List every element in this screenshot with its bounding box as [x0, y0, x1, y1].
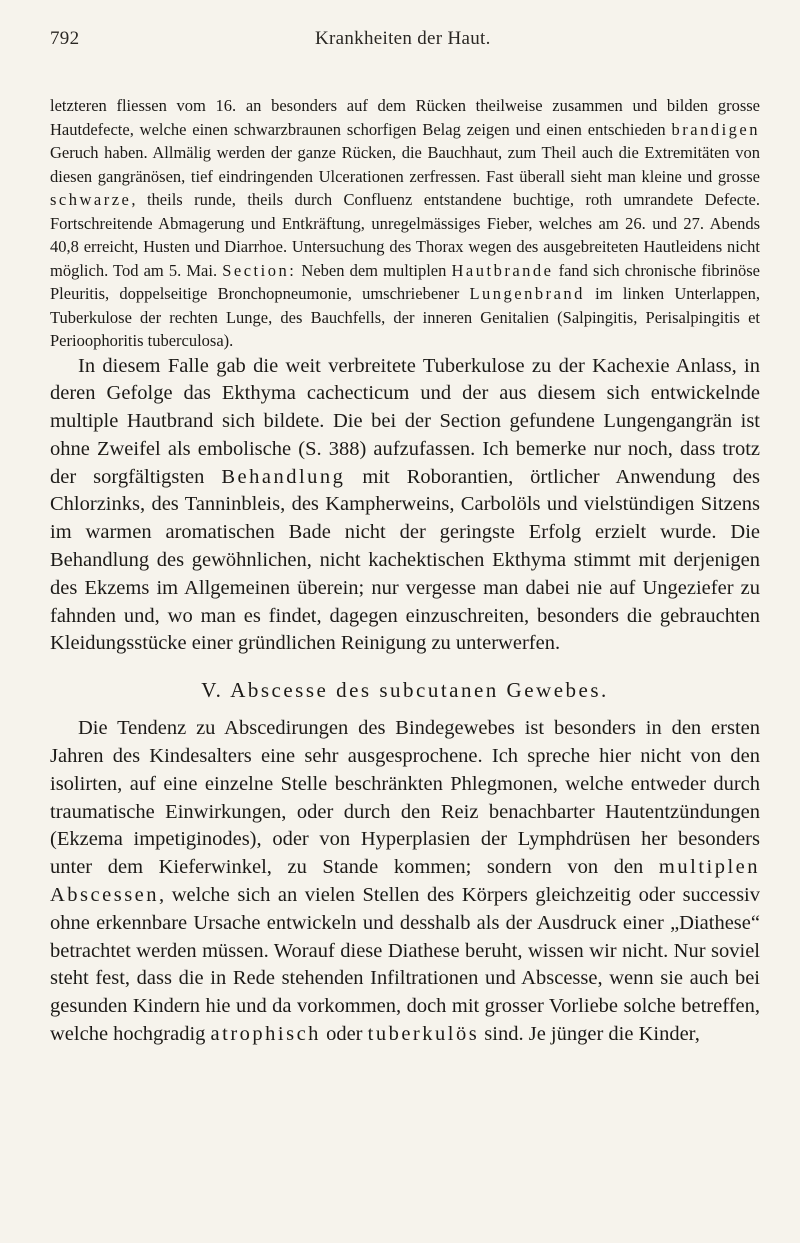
- text-run: , theils runde, theils durch Confluenz entstandene buchtige, roth umrandete Defecte. Fortschreitende Abmagerung und Entkräftung, unregelmässiges Fieber, welches am 26. und 27. Abends 40,8 erreicht, Husten und Diarrhoe. Untersuchung des Thorax wegen des ausgebreiteten Hautleidens nicht möglich. Tod am 5. Mai.: [50, 190, 760, 280]
- page-number: 792: [50, 28, 80, 49]
- emphasis-schwarze: schwarze: [50, 190, 132, 209]
- text-run: Geruch haben. Allmälig werden der ganze Rücken, die Bauchhaut, zum Theil auch die Extremitäten von diesen gangränösen, tief eindringenden Ulcerationen zerfressen. Fast überall sieht man kleine und grosse: [50, 143, 760, 186]
- text-run: Die Tendenz zu Abscedirungen des Bindegewebes ist besonders in den ersten Jahren des Kindesalters eine sehr ausgesprochene. Ich spreche hier nicht von den isolirten, auf eine einzelne Stelle beschränkten Phlegmonen, welche entweder durch traumatische Einwirkungen, oder durch den Reiz benachbarter Hautentzündungen (Ekzema impetiginodes), oder von Hyperplasien der Lymphdrüsen her besonders unter dem Kieferwinkel, zu Stande kommen; sondern von den: [50, 717, 760, 879]
- emphasis-multiplen-abscessen: multiplen Abscessen: [50, 856, 760, 907]
- text-run: fand sich chronische fibrinöse Pleuritis, doppelseitige Bronchopneumonie, umschriebener: [50, 260, 760, 303]
- emphasis-brandigen: brandigen: [671, 119, 760, 139]
- emphasis-hautbrande: Hautbrande: [451, 260, 554, 280]
- section-heading: [50, 678, 760, 703]
- text-run: sind. Je jünger die Kinder,: [479, 1023, 700, 1046]
- abscess-paragraph: [50, 715, 760, 1049]
- case-report-paragraph: [50, 94, 760, 353]
- running-head: Krankheiten der Haut.: [315, 28, 491, 49]
- text-run: In diesem Falle gab die weit verbreitete Tuberkulose zu der Kachexie Anlass, in deren Gefolge das Ekthyma cachecticum und der aus diesem sich entwickelnde multiple Hautbrand sich bildete. Die bei der Section gefundene Lungengangrän ist ohne Zweifel als embolische (S. 388) aufzufassen. Ich bemerke nur noch, dass trotz der sorgfältigsten: [50, 354, 760, 488]
- emphasis-tuberkuloes: tuberkulös: [367, 1023, 480, 1046]
- emphasis-section: Section:: [222, 260, 297, 280]
- text-run: im linken Unterlappen, Tuberkulose der rechten Lunge, des Bauchfells, der inneren Genitalien (Salpingitis, Perisalpingitis et Perioophoritis tuberculosa).: [50, 284, 760, 350]
- section-title: Abscesse des subcutanen Gewebes.: [230, 678, 609, 703]
- text-run: mit Roborantien, örtlicher Anwendung des Chlorzinks, des Tanninbleis, des Kampherweins, Carbolöls und vielstündigen Sitzens im warmen aromatischen Bade nicht der geringste Erfolg erzielt wurde. Die Behandlung des gewöhnlichen, nicht kachektischen Ekthyma stimmt mit derjenigen des Ekzems im Allgemeinen überein; nur vergesse man dabei nie auf Ungeziefer zu fahnden und, wo man es findet, dagegen einzuschreiten, besonders die gebrauchten Kleidungsstücke einer gründlichen Reinigung zu unterwerfen.: [50, 465, 760, 655]
- book-page: [50, 28, 760, 1049]
- emphasis-lungenbrand: Lungenbrand: [469, 284, 585, 303]
- text-run: , welche sich an vielen Stellen des Körpers gleichzeitig oder successiv ohne erkennbare Ursache entwickeln und desshalb als der Ausdruck einer „Diathese“ betrachtet werden müssen. Worauf diese Diathese beruht, wissen wir nicht. Nur soviel steht fest, dass die in Rede stehenden Infiltrationen und Abscesse, wenn sie auch bei gesunden Kindern hie und da vorkommen, doch mit grosser Vorliebe solche betreffen, welche hochgradig: [50, 884, 760, 1046]
- text-run: Neben dem multiplen: [296, 260, 452, 280]
- discussion-paragraph: [50, 353, 760, 659]
- text-run: letzteren fliessen vom 16. an besonders auf dem Rücken theilweise zusammen und bilden grosse Hautdefecte, welche einen schwarzbraunen schorfigen Belag zeigen und einen entschieden: [50, 96, 760, 139]
- emphasis-atrophisch: atrophisch: [210, 1023, 321, 1046]
- text-run: oder: [320, 1023, 368, 1046]
- emphasis-behandlung: Behandlung: [221, 465, 346, 488]
- section-number: V.: [201, 678, 223, 703]
- page-header: [50, 28, 760, 64]
